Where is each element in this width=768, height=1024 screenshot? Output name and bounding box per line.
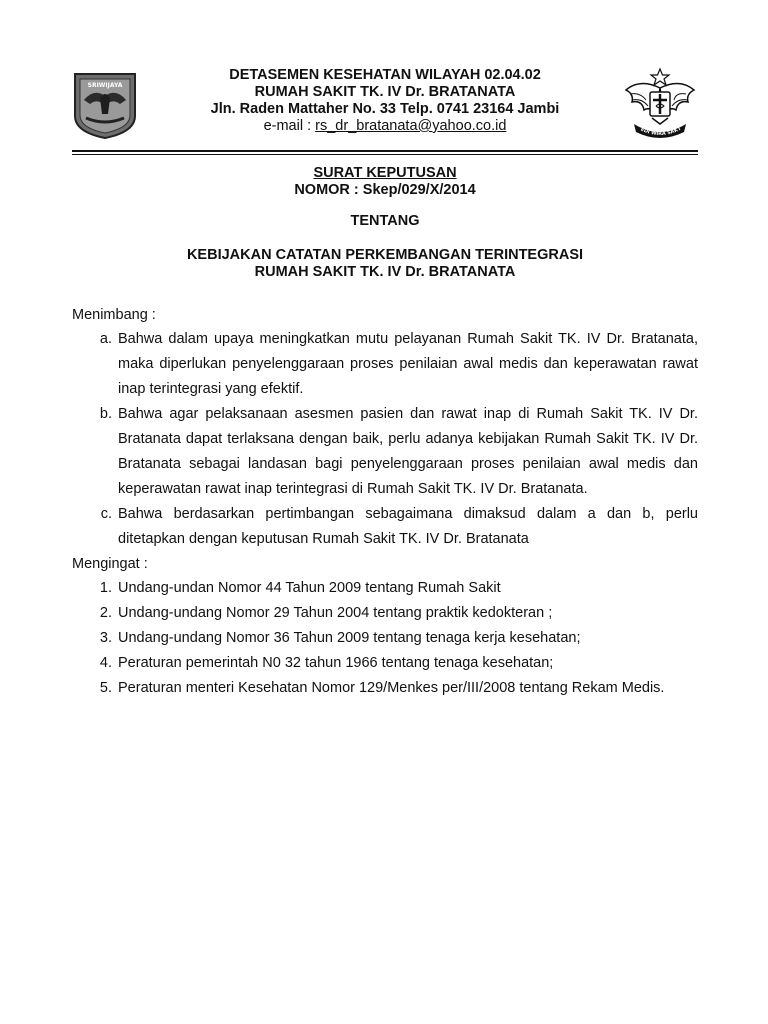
mengingat-item-1	[72, 576, 698, 601]
list-item-text: Peraturan pemerintah N0 32 tahun 1966 tentang tenaga kesehatan;	[118, 655, 554, 671]
mengingat-item-5	[72, 676, 698, 701]
about-heading: TENTANG	[350, 213, 420, 229]
letterhead-rule-thick	[72, 150, 698, 152]
mengingat-label: Mengingat :	[72, 556, 148, 572]
emblem-right-motto: EDI WIRA SAKT	[639, 125, 683, 138]
email-link[interactable]: rs_dr_bratanata@yahoo.co.id	[315, 118, 507, 134]
list-marker: 3.	[99, 630, 112, 646]
kesdam-sriwijaya-emblem	[70, 70, 140, 140]
letterhead-rule-thin	[72, 154, 698, 155]
list-marker: 4.	[99, 655, 112, 671]
menimbang-item-b	[72, 402, 698, 502]
list-marker: b.	[99, 406, 112, 422]
emblem-left-caption: SRIWIJAYA	[87, 82, 123, 89]
list-item-text: Undang-undan Nomor 44 Tahun 2009 tentang Rumah Sakit	[118, 580, 501, 596]
list-item-text: Bahwa agar pelaksanaan asesmen pasien dan rawat inap di Rumah Sakit TK. IV Dr. Bratanata dapat terlaksana dengan baik, perlu adanya kebijakan Rumah Sakit TK. IV Dr. Bratanata sebagai landasan bagi penyelenggaraan proses penilaian awal medis dan keperawatan rawat inap terintegrasi di Rumah Sakit TK. IV Dr. Bratanata.	[118, 406, 698, 497]
subject-line-1: KEBIJAKAN CATATAN PERKEMBANGAN TERINTEGRASI	[186, 247, 584, 263]
menimbang-label: Menimbang :	[72, 307, 156, 323]
hospital-name: RUMAH SAKIT TK. IV Dr. BRATANATA	[254, 84, 516, 100]
list-item-text: Bahwa dalam upaya meningkatkan mutu pelayanan Rumah Sakit TK. IV Dr. Bratanata, maka diperlukan penyelenggaraan proses penilaian awal medis dan keperawatan rawat inap terintegrasi yang efektif.	[118, 331, 698, 397]
subject-line-2: RUMAH SAKIT TK. IV Dr. BRATANATA	[254, 264, 516, 280]
list-marker: 5.	[99, 680, 112, 696]
institution-name: DETASEMEN KESEHATAN WILAYAH 02.04.02	[229, 67, 541, 83]
kesehatan-abri-emblem	[620, 66, 700, 142]
letterhead	[150, 67, 620, 135]
mengingat-item-3	[72, 626, 698, 651]
document-number: NOMOR : Skep/029/X/2014	[294, 182, 476, 198]
list-item-text: Undang-undang Nomor 29 Tahun 2004 tentang praktik kedokteran ;	[118, 605, 553, 621]
hospital-address: Jln. Raden Mattaher No. 33 Telp. 0741 23164 Jambi	[210, 101, 560, 117]
email-line	[150, 118, 620, 135]
menimbang-item-a	[72, 327, 698, 402]
list-marker: a.	[99, 331, 112, 347]
list-marker: 1.	[99, 580, 112, 596]
list-item-text: Undang-undang Nomor 36 Tahun 2009 tentang tenaga kerja kesehatan;	[118, 630, 581, 646]
list-item-text: Peraturan menteri Kesehatan Nomor 129/Menkes per/III/2008 tentang Rekam Medis.	[118, 680, 665, 696]
document-type: SURAT KEPUTUSAN	[313, 165, 457, 181]
list-marker: 2.	[99, 605, 112, 621]
mengingat-item-2	[72, 601, 698, 626]
document-body	[72, 303, 698, 701]
email-label: e-mail :	[263, 118, 316, 134]
list-item-text: Bahwa berdasarkan pertimbangan sebagaimana dimaksud dalam a dan b, perlu ditetapkan dengan keputusan Rumah Sakit TK. IV Dr. Bratanata	[118, 506, 698, 547]
menimbang-item-c	[72, 502, 698, 552]
list-marker: c.	[100, 506, 112, 522]
mengingat-item-4	[72, 651, 698, 676]
